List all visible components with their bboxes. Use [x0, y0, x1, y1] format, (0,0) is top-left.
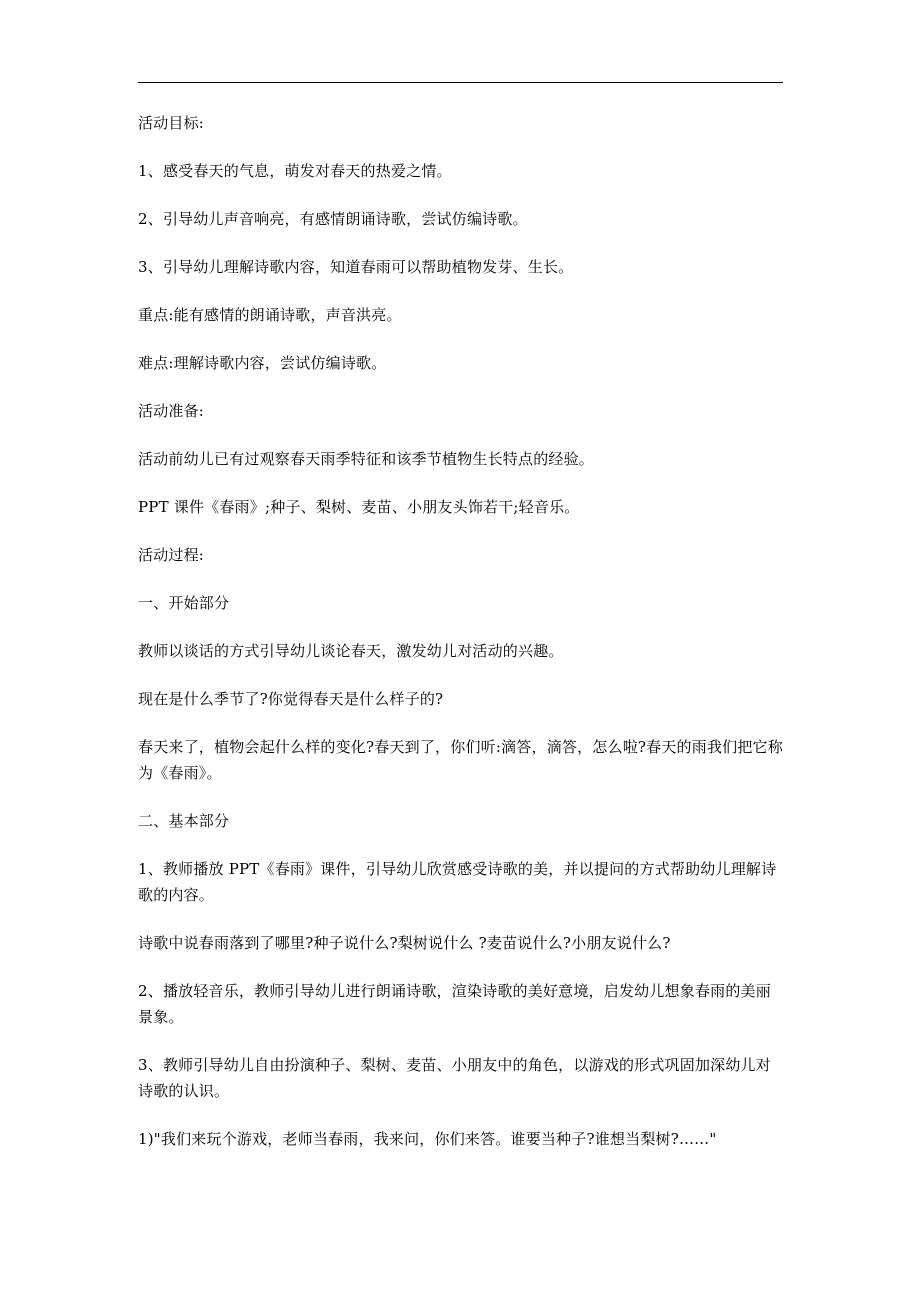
basic-step-2: 2、播放轻音乐，教师引导幼儿进行朗诵诗歌，渲染诗歌的美好意境，启发幼儿想象春雨的美丽景象。: [138, 982, 771, 1026]
heading-activity-goals: 活动目标:: [138, 114, 205, 132]
game-step-1: 1)"我们来玩个游戏，老师当春雨，我来问，你们来答。谁要当种子?谁想当梨树?……": [138, 1130, 717, 1148]
basic-questions: 诗歌中说春雨落到了哪里?种子说什么?梨树说什么 ?麦苗说什么?小朋友说什么?: [138, 934, 671, 952]
preparation-materials: PPT 课件《春雨》;种子、梨树、麦苗、小朋友头饰若干;轻音乐。: [138, 498, 580, 516]
goal-item-2: 2、引导幼儿声音响亮，有感情朗诵诗歌，尝试仿编诗歌。: [138, 210, 528, 228]
key-point: 重点:能有感情的朗诵诗歌，声音洪亮。: [138, 306, 402, 324]
heading-activity-preparation: 活动准备:: [138, 402, 205, 420]
section-opening: 一、开始部分: [138, 594, 230, 612]
goal-item-1: 1、感受春天的气息，萌发对春天的热爱之情。: [138, 162, 452, 180]
basic-step-3: 3、教师引导幼儿自由扮演种子、梨树、麦苗、小朋友中的角色，以游戏的形式巩固加深幼儿对诗歌的认识。: [138, 1056, 771, 1100]
heading-activity-process: 活动过程:: [138, 546, 205, 564]
opening-paragraph-3: 春天来了，植物会起什么样的变化?春天到了，你们听:滴答，滴答，怎么啦?春天的雨我们把它称为《春雨》。: [138, 738, 783, 782]
preparation-experience: 活动前幼儿已有过观察春天雨季特征和该季节植物生长特点的经验。: [138, 450, 595, 468]
document-body: [138, 110, 784, 1174]
opening-paragraph-1: 教师以谈话的方式引导幼儿谈论春天，激发幼儿对活动的兴趣。: [138, 642, 564, 660]
goal-item-3: 3、引导幼儿理解诗歌内容，知道春雨可以帮助植物发芽、生长。: [138, 258, 574, 276]
header-rule: [138, 82, 783, 83]
section-basic: 二、基本部分: [138, 812, 230, 830]
basic-step-1: 1、教师播放 PPT《春雨》课件，引导幼儿欣赏感受诗歌的美，并以提问的方式帮助幼儿理解诗歌的内容。: [138, 860, 777, 904]
difficulty-point: 难点:理解诗歌内容，尝试仿编诗歌。: [138, 354, 387, 372]
opening-paragraph-2: 现在是什么季节了?你觉得春天是什么样子的?: [138, 690, 444, 708]
